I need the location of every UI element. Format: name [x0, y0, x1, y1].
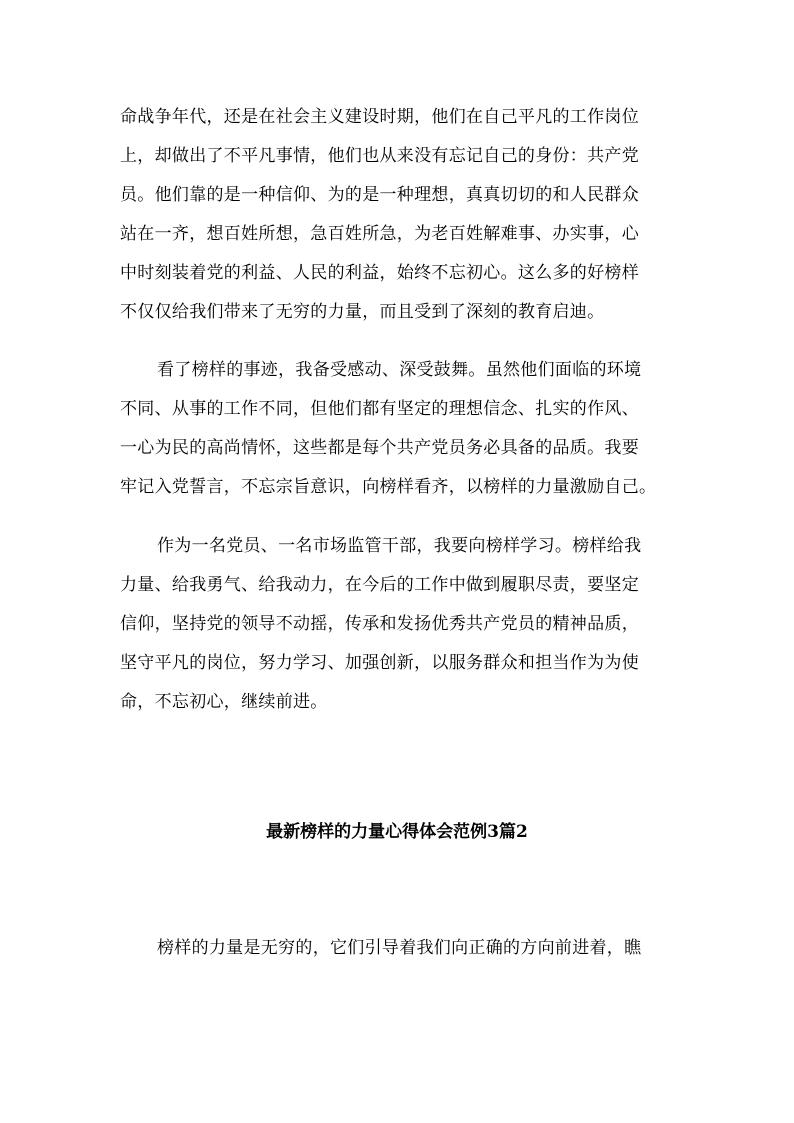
paragraph-3-line-3: 信仰，坚持党的领导不动摇，传承和发扬优秀共产党员的精神品质，: [120, 614, 639, 634]
paragraph-3-line-5: 命，不忘初心，继续前进。: [120, 692, 328, 712]
section-heading: 最新榜样的力量心得体会范例3篇2: [266, 822, 528, 842]
paragraph-2-line-1: 看了榜样的事迹，我备受感动、深受鼓舞。虽然他们面临的环境: [157, 360, 642, 380]
paragraph-1-line-6: 不仅仅给我们带来了无穷的力量，而且受到了深刻的教育启迪。: [120, 302, 605, 322]
paragraph-1-line-5: 中时刻装着党的利益、人民的利益，始终不忘初心。这么多的好榜样: [120, 263, 639, 283]
paragraph-3-line-2: 力量、给我勇气、给我动力，在今后的工作中做到履职尽责，要坚定: [120, 575, 639, 595]
paragraph-3-line-4: 坚守平凡的岗位，努力学习、加强创新，以服务群众和担当作为为使: [120, 653, 639, 673]
paragraph-2-line-2: 不同、从事的工作不同，但他们都有坚定的理想信念、扎实的作风、: [120, 399, 639, 419]
paragraph-3-line-1: 作为一名党员、一名市场监管干部，我要向榜样学习。榜样给我: [157, 536, 642, 556]
paragraph-1-line-4: 站在一齐，想百姓所想，急百姓所急，为老百姓解难事、办实事，心: [120, 224, 639, 244]
paragraph-2-line-3: 一心为民的高尚情怀，这些都是每个共产党员务必具备的品质。我要: [120, 438, 639, 458]
paragraph-2-line-4: 牢记入党誓言，不忘宗旨意识，向榜样看齐，以榜样的力量激励自己。: [120, 477, 657, 497]
paragraph-1-line-2: 上，却做出了不平凡事情，他们也从来没有忘记自己的身份：共产党: [120, 146, 639, 166]
paragraph-1-line-1: 命战争年代，还是在社会主义建设时期，他们在自己平凡的工作岗位: [120, 107, 639, 127]
paragraph-1-line-3: 员。他们靠的是一种信仰、为的是一种理想，真真切切的和人民群众: [120, 185, 639, 205]
paragraph-4-line-1: 榜样的力量是无穷的，它们引导着我们向正确的方向前进着，瞧: [157, 938, 642, 958]
